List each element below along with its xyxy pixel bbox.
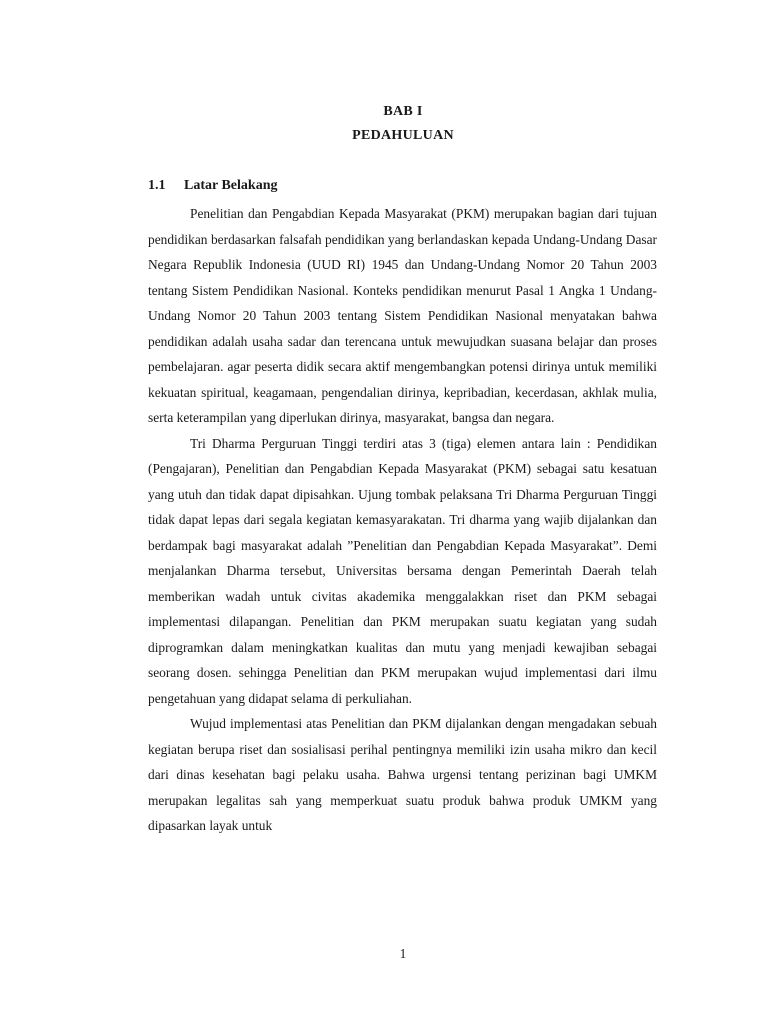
- body-text: [148, 201, 657, 839]
- section-number: 1.1: [148, 178, 166, 193]
- paragraph: Penelitian dan Pengabdian Kepada Masyarakat (PKM) merupakan bagian dari tujuan pendidikan berdasarkan falsafah pendidikan yang berlandaskan kepada Undang-Undang Dasar Negara Republik Indonesia (UUD RI) 1945 dan Undang-Undang Nomor 20 Tahun 2003 tentang Sistem Pendidikan Nasional. Konteks pendidikan menurut Pasal 1 Angka 1 Undang-Undang Nomor 20 Tahun 2003 tentang Sistem Pendidikan Nasional menyatakan bahwa pendidikan adalah usaha sadar dan terencana untuk mewujudkan suasana belajar dan proses pembelajaran. agar peserta didik secara aktif mengembangkan potensi dirinya untuk memiliki kekuatan spiritual, keagamaan, pengendalian dirinya, kepribadian, kecerdasan, akhlak mulia, serta keterampilan yang diperlukan dirinya, masyarakat, bangsa dan negara.: [148, 206, 657, 425]
- chapter-label: BAB I: [383, 104, 423, 119]
- section-title: Latar Belakang: [184, 178, 278, 193]
- chapter-title: PEDAHULUAN: [352, 128, 454, 143]
- paragraph: Tri Dharma Perguruan Tinggi terdiri atas 3 (tiga) elemen antara lain : Pendidikan (Pengajaran), Penelitian dan Pengabdian Kepada Masyarakat (PKM) sebagai satu kesatuan yang utuh dan tidak dapat dipisahkan. Ujung tombak pelaksana Tri Dharma Perguruan Tinggi tidak dapat lepas dari segala kegiatan kemasyarakatan. Tri dharma yang wajib dijalankan dan berdampak bagi masyarakat adalah ”Penelitian dan Pengabdian Kepada Masyarakat”. Demi menjalankan Dharma tersebut, Universitas bersama dengan Pemerintah Daerah telah memberikan wadah untuk civitas akademika menggalakkan riset dan PKM sebagai implementasi dilapangan. Penelitian dan PKM merupakan suatu kegiatan yang sudah diprogramkan dalam meningkatkan kualitas dan mutu yang menjadi kewajiban sebagai seorang dosen. sehingga Penelitian dan PKM merupakan wujud implementasi dari ilmu pengetahuan yang didapat selama di perkuliahan.: [148, 435, 657, 706]
- paragraph: Wujud implementasi atas Penelitian dan PKM dijalankan dengan mengadakan sebuah kegiatan berupa riset dan sosialisasi perihal pentingnya memiliki izin usaha mikro dan kecil dari dinas kesehatan bagi pelaku usaha. Bahwa urgensi tentang perizinan bagi UMKM merupakan legalitas sah yang memperkuat suatu produk bahwa produk UMKM yang dipasarkan layak untuk: [148, 716, 657, 833]
- section-heading: [148, 178, 277, 194]
- page-number: 1: [399, 946, 407, 961]
